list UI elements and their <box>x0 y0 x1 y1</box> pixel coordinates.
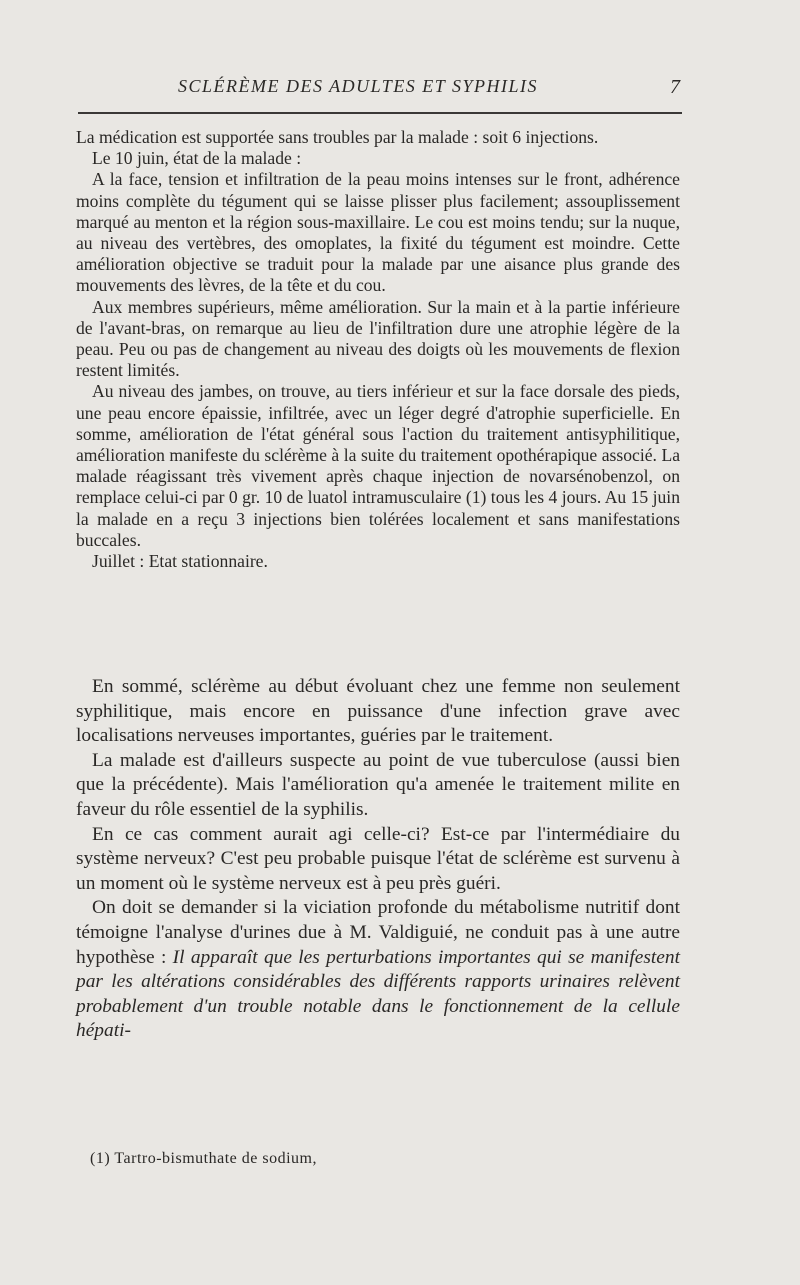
paragraph-metabolism <box>76 896 680 1044</box>
running-title: SCLÉRÈME DES ADULTES ET SYPHILIS <box>178 76 538 96</box>
paragraph-legs: Au niveau des jambes, on trouve, au tiers inférieur et sur la face dorsale des pieds, une peau encore épaissie, infiltrée, avec un léger degré d'atrophie superficielle. En somme, amélioration de l'état général sous l'action du traitement antisyphilitique, amélioration manifeste du sclérème à la suite du traitement opothérapique associé. La malade réagissant très vivement après chaque injection de novarsénobenzol, on remplace celui-ci par 0 gr. 10 de luatol intramusculaire (1) tous les 4 jours. Au 15 juin la malade en a reçu 3 injections bien tolérées localement et sans manifestations buccales. <box>76 381 680 550</box>
small-text-block <box>76 127 680 572</box>
paragraph-date: Le 10 juin, état de la malade : <box>92 148 302 169</box>
paragraph-tuberculosis: La malade est d'ailleurs suspecte au point de vue tuberculose (aussi bien que la précédente). Mais l'amélioration qu'a amenée le traitement milite en faveur du rôle essentiel de la syphilis. <box>76 749 680 820</box>
paragraph-upper-limbs: Aux membres supérieurs, même amélioration. Sur la main et à la partie inférieure de l'avant-bras, on remarque au lieu de l'infiltration dure une atrophie légère de la peau. Peu ou pas de changement au niveau des doigts où les mouvements de flexion restent limités. <box>76 296 680 381</box>
paragraph-july: Juillet : Etat stationnaire. <box>92 551 268 572</box>
page-header <box>76 72 680 102</box>
paragraph-summary: En sommé, sclérème au début évoluant chez une femme non seulement syphilitique, mais encore en puissance d'une infection grave avec localisations nerveuses importantes, guéries par le traitement. <box>76 676 680 747</box>
metabolism-italic-text: Il apparaît que les perturbations importantes qui se manifestent par les altérations considérables des différents rapports urinaires relèvent probablement d'un trouble notable dans le fonctionnement de la cellule hépati- <box>76 946 680 1042</box>
footnote: (1) Tartro-bismuthate de sodium, <box>90 1150 317 1167</box>
page-number: 7 <box>670 76 680 98</box>
large-text-block <box>76 675 680 1044</box>
paragraph-face: A la face, tension et infiltration de la peau moins intenses sur le front, adhérence moins complète du tégument qui se laisse plisser plus facilement; assouplissement marqué au menton et la région sous-maxillaire. Le cou est moins tendu; sur la nuque, au niveau des vertèbres, des omoplates, la fixité du tégument est moindre. Cette amélioration objective se traduit pour la malade par une aisance plus grande des mouvements des lèvres, de la tête et du cou. <box>76 169 680 296</box>
paragraph-medication: La médication est supportée sans troubles par la malade : soit 6 injections. <box>76 127 599 147</box>
header-rule <box>78 112 682 114</box>
paragraph-nervous-system: En ce cas comment aurait agi celle-ci? Est-ce par l'intermédiaire du système nerveux? C'est peu probable puisque l'état de sclérème est survenu à un moment où le système nerveux est à peu près guéri. <box>76 823 680 894</box>
metabolism-text: On doit se demander si la viciation profonde du métabolisme nutritif dont témoigne l'analyse d'urines due à M. Valdiguié, ne conduit pas à une autre hypothèse : <box>76 897 680 968</box>
